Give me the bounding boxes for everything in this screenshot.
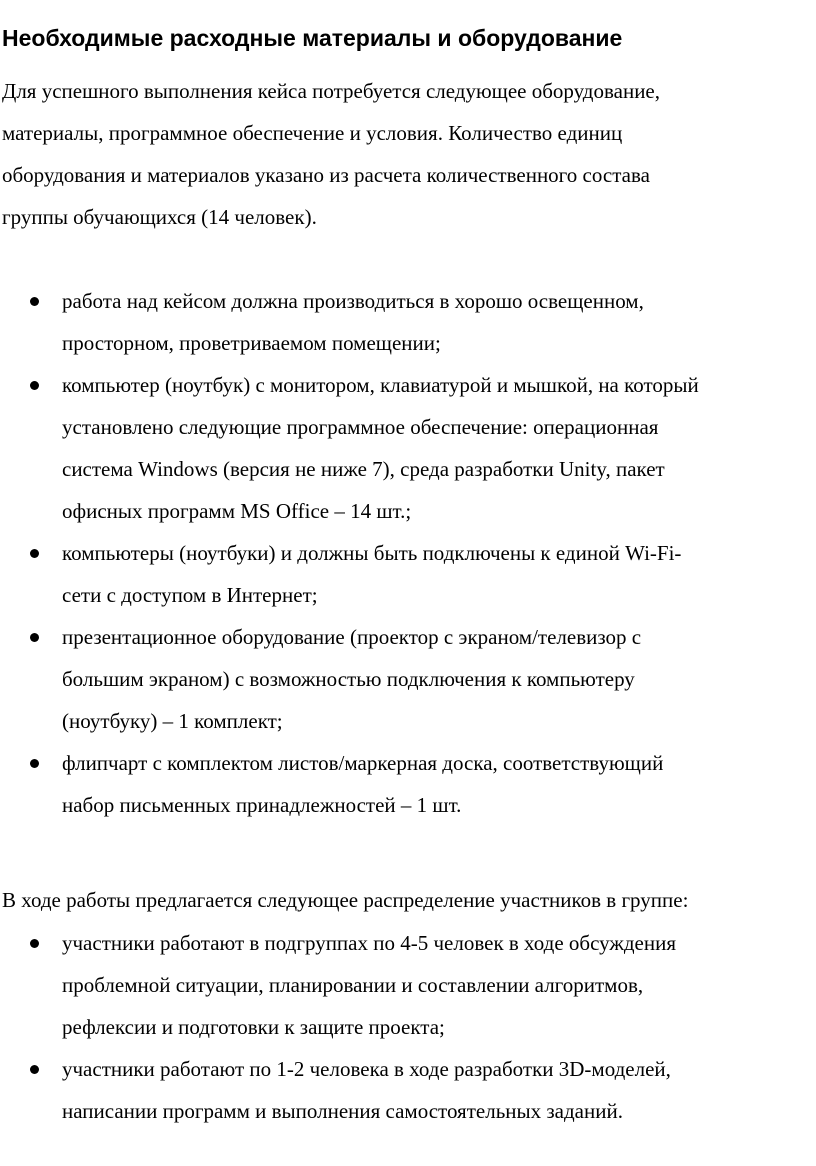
bullet-icon bbox=[30, 939, 39, 948]
list-item-line: написании программ и выполнения самостоятельных заданий. bbox=[62, 1099, 623, 1123]
list-item-line: сети с доступом в Интернет; bbox=[62, 583, 318, 607]
list-item-line: участники работают по 1-2 человека в ходе разработки 3D-моделей, bbox=[62, 1057, 671, 1081]
list-item-line: (ноутбуку) – 1 комплект; bbox=[62, 709, 283, 733]
bullet-icon bbox=[30, 381, 39, 390]
page-title: Необходимые расходные материалы и оборудование bbox=[2, 25, 623, 51]
intro-paragraph bbox=[2, 70, 660, 238]
list-item-line: рефлексии и подготовки к защите проекта; bbox=[62, 1015, 445, 1039]
intro-line: Для успешного выполнения кейса потребуется следующее оборудование, bbox=[2, 79, 661, 103]
list-item-line: участники работают в подгруппах по 4-5 человек в ходе обсуждения bbox=[62, 931, 677, 955]
intro-line: группы обучающихся (14 человек). bbox=[2, 205, 317, 229]
bullet-icon bbox=[30, 759, 39, 768]
list-item-line: офисных программ MS Office – 14 шт.; bbox=[62, 499, 412, 523]
bullet-icon bbox=[30, 1065, 39, 1074]
bullet-icon bbox=[30, 633, 39, 642]
list-item-line: флипчарт с комплектом листов/маркерная доска, соответствующий bbox=[62, 751, 664, 775]
list-item-line: просторном, проветриваемом помещении; bbox=[62, 331, 441, 355]
distribution-list bbox=[0, 922, 816, 1132]
list-item bbox=[0, 280, 816, 364]
list-item-line: проблемной ситуации, планировании и составлении алгоритмов, bbox=[62, 973, 644, 997]
list-item bbox=[0, 742, 816, 826]
distribution-intro: В ходе работы предлагается следующее распределение участников в группе: bbox=[2, 888, 689, 912]
list-item-line: компьютеры (ноутбуки) и должны быть подключены к единой Wi-Fi- bbox=[62, 541, 682, 565]
list-item-line: компьютер (ноутбук) с монитором, клавиатурой и мышкой, на который bbox=[62, 373, 699, 397]
list-item bbox=[0, 616, 816, 742]
bullet-icon bbox=[30, 297, 39, 306]
list-item-line: установлено следующие программное обеспечение: операционная bbox=[62, 415, 659, 439]
bullet-icon bbox=[30, 549, 39, 558]
list-item-line: работа над кейсом должна производиться в хорошо освещенном, bbox=[62, 289, 644, 313]
list-item-line: набор письменных принадлежностей – 1 шт. bbox=[62, 793, 462, 817]
intro-line: оборудования и материалов указано из расчета количественного состава bbox=[2, 163, 650, 187]
list-item bbox=[0, 1048, 816, 1132]
list-item bbox=[0, 532, 816, 616]
equipment-list bbox=[0, 280, 816, 826]
list-item bbox=[0, 364, 816, 532]
intro-line: материалы, программное обеспечение и условия. Количество единиц bbox=[2, 121, 623, 145]
list-item bbox=[0, 922, 816, 1048]
list-item-line: презентационное оборудование (проектор с экраном/телевизор с bbox=[62, 625, 642, 649]
list-item-line: большим экраном) с возможностью подключения к компьютеру bbox=[62, 667, 635, 691]
list-item-line: система Windows (версия не ниже 7), среда разработки Unity, пакет bbox=[62, 457, 665, 481]
